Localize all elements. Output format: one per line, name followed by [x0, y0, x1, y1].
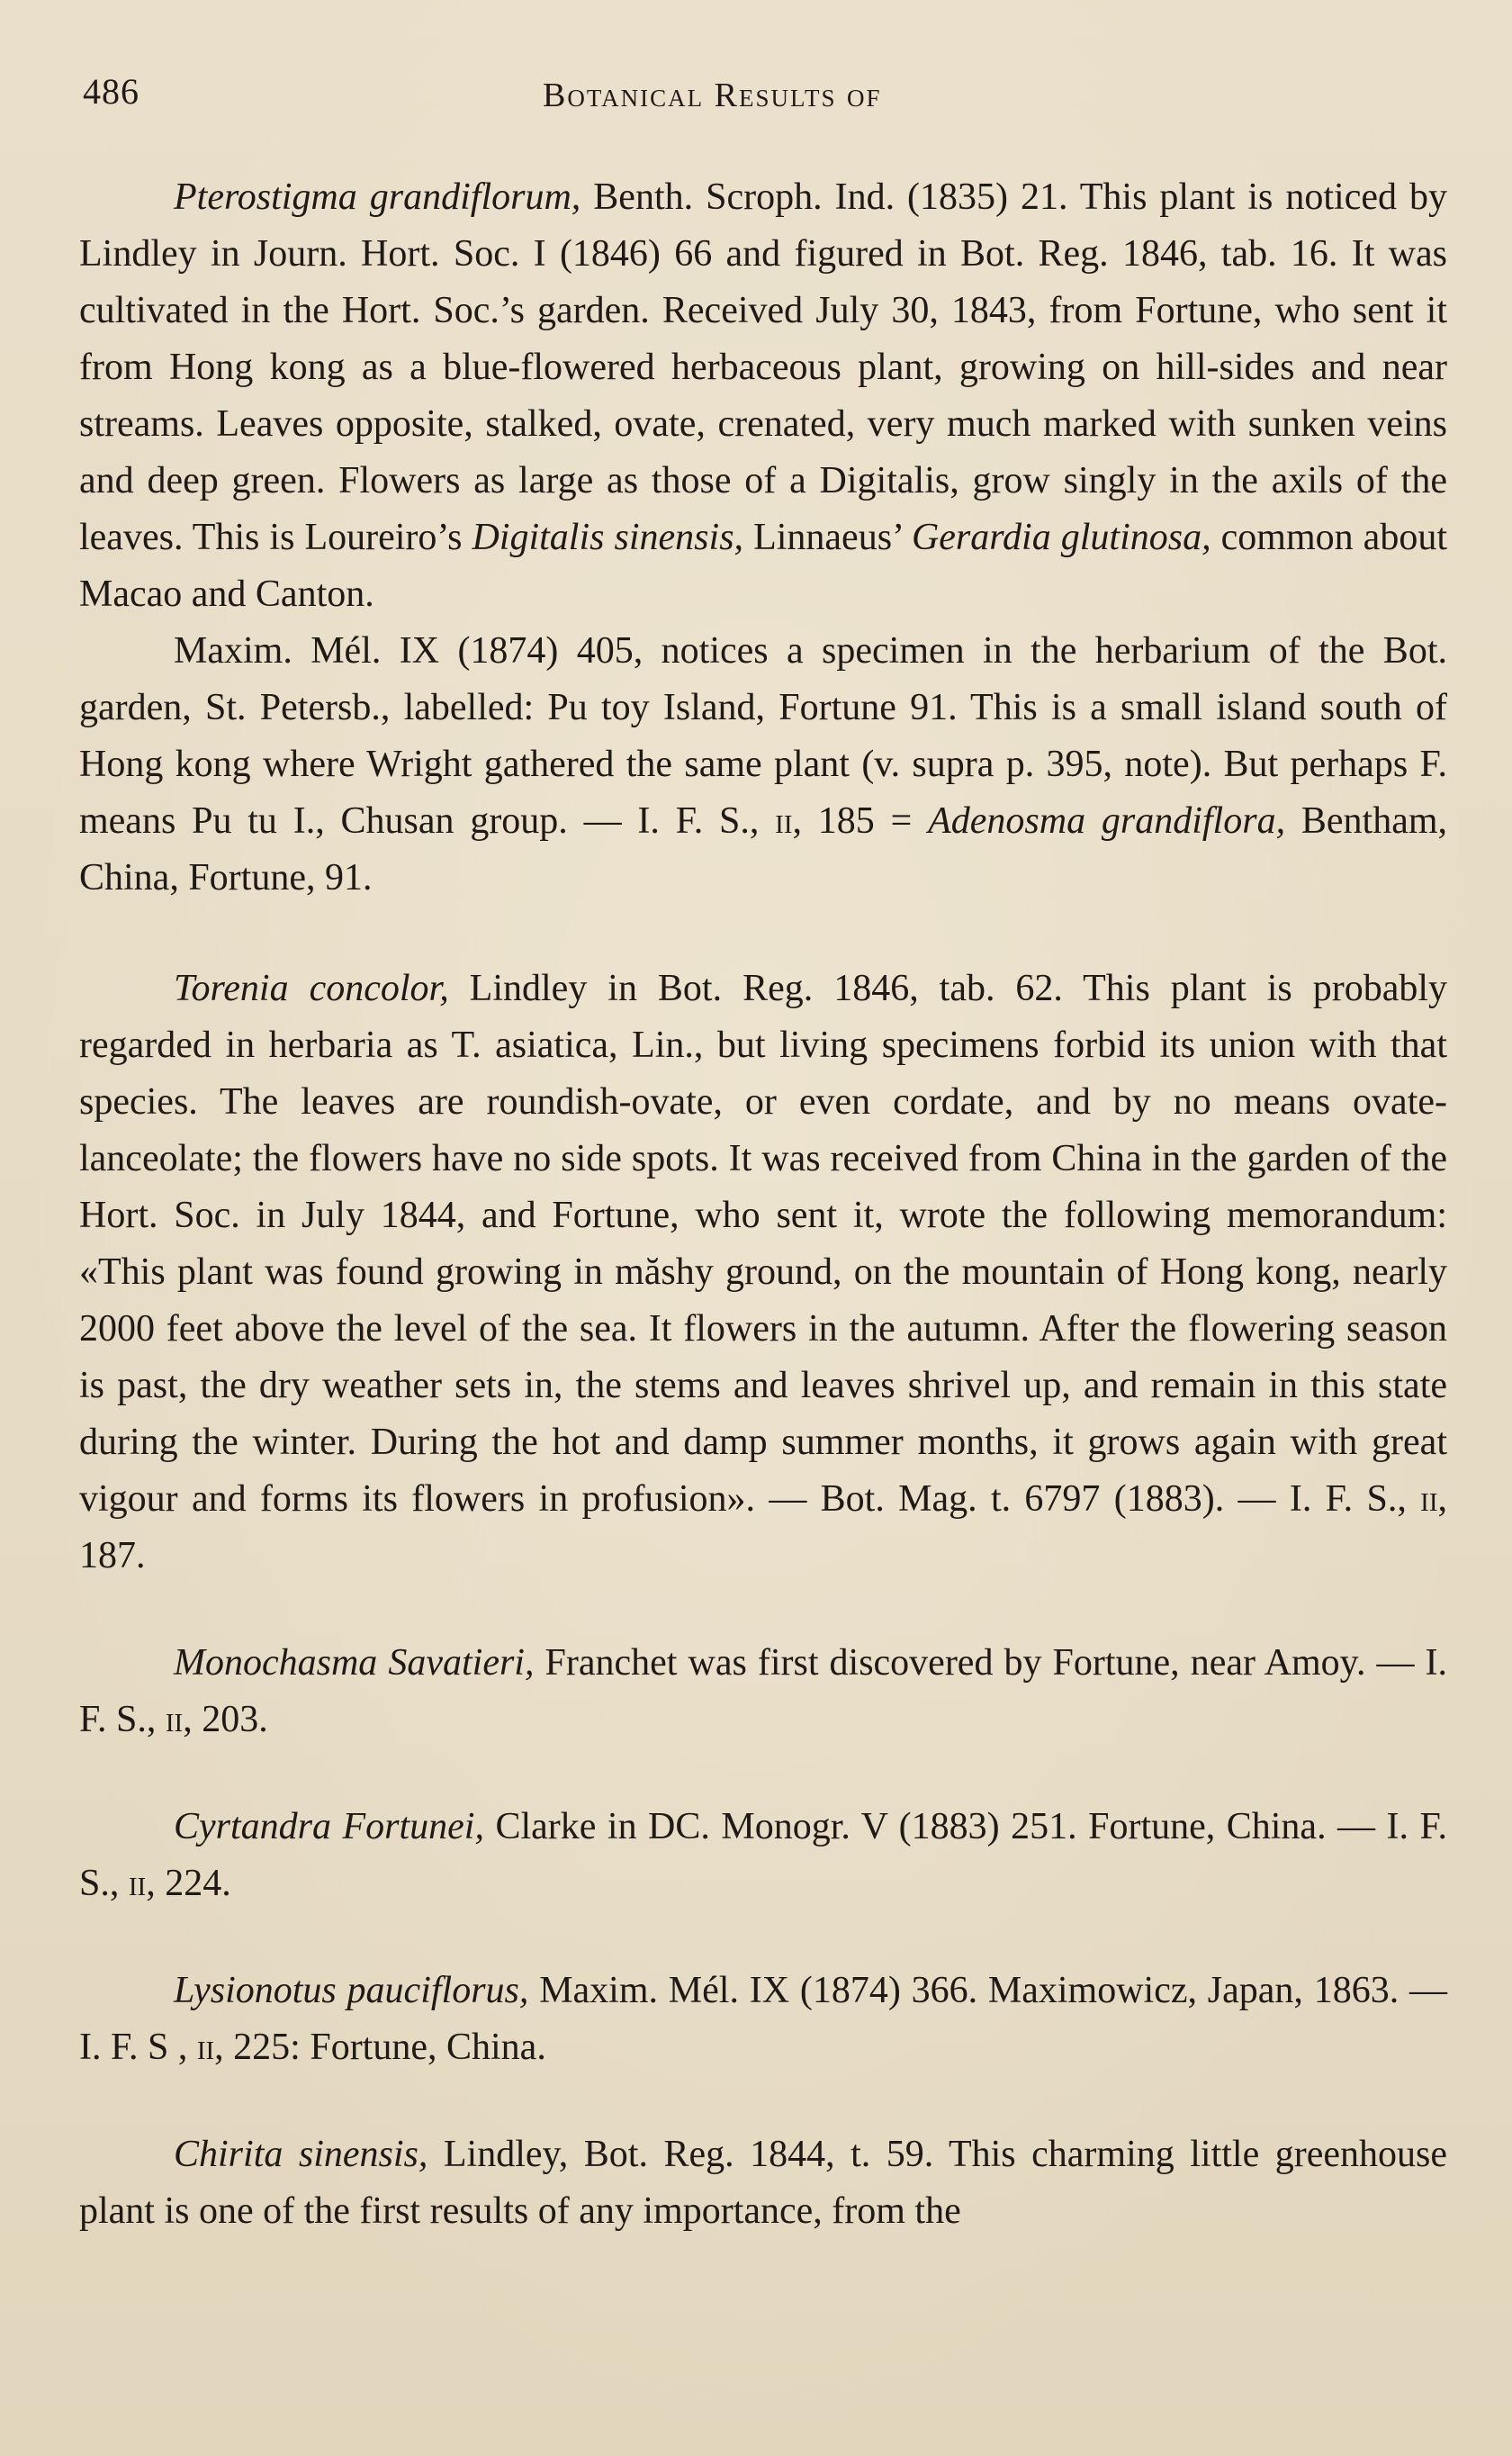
entry-paragraph: [79, 2126, 1447, 2240]
entry-paragraph: [79, 1799, 1447, 1912]
entry-text: Lindley, Bot. Reg. 1844, t. 59. This charming little greenhouse plant is one of the first results of any importance, from the: [79, 2134, 1447, 2232]
species-name: Pterostigma grandiflorum,: [174, 176, 581, 218]
running-title: Botanical Results of: [543, 77, 882, 114]
entry-text: common about Macao and Canton.: [79, 517, 1447, 615]
entry-paragraph: [79, 1635, 1447, 1748]
entry-text: Maxim. Mél. IX (1874) 366. Maximowicz, Japan, 1863. — I. F. S ,: [79, 1970, 1447, 2068]
entry-torenia: [79, 961, 1447, 1585]
volume-numeral: ii: [1420, 1478, 1438, 1520]
entry-text: , 224.: [146, 1863, 231, 1904]
entry-text: , 225: Fortune, China.: [214, 2027, 546, 2068]
entry-text: , 187.: [79, 1478, 1447, 1576]
entry-paragraph: [79, 961, 1447, 1585]
page-header: [79, 63, 1447, 117]
species-name: Torenia concolor,: [174, 968, 449, 1009]
species-name: Chirita sinensis,: [174, 2134, 428, 2175]
book-page: [79, 63, 1447, 2422]
entry-chirita: [79, 2126, 1447, 2240]
entry-text: Franchet was first discovered by Fortune, near Amoy. — I. F. S.,: [79, 1642, 1447, 1740]
entry-cyrtandra: [79, 1799, 1447, 1912]
entry-text: Lindley in Bot. Reg. 1846, tab. 62. This plant is probably regarded in herbaria as T. asiatica, Lin., but living specimens forbid its union with that species. The leaves are roundish-ovate, or even cordate, and by no means ovate-lanceolate; the flowers have no side spots. It was received from China in the garden of the Hort. Soc. in July 1844, and Fortune, who sent it, wrote the following memorandum: «This plant was found growing in măshy ground, on the mountain of Hong kong, nearly 2000 feet above the level of the sea. It flowers in the autumn. After the flowering season is past, the dry weather sets in, the stems and leaves shrivel up, and remain in this state during the winter. During the hot and damp summer months, it grows again with great vigour and forms its flowers in profusion». — Bot. Mag. t. 6797 (1883). — I. F. S.,: [79, 968, 1447, 1520]
species-name: Monochasma Savatieri,: [174, 1642, 535, 1684]
species-name: Lysionotus pauciflorus,: [174, 1970, 529, 2011]
entry-lysionotus: [79, 1963, 1447, 2076]
entry-paragraph: [79, 169, 1447, 623]
entry-text: , 203.: [183, 1699, 268, 1740]
entry-text: Maxim. Mél. IX (1874) 405, notices a specimen in the herbarium of the Bot. garden, St. Petersb., labelled: Pu toy Island, Fortune 91. This is a small island south of Hong kong where Wright gathered the same plant (v. supra p. 395, note). But perhaps F. means Pu tu I., Chusan group. — I. F. S.,: [79, 630, 1447, 842]
entry-monochasma: [79, 1635, 1447, 1748]
entry-text: Clarke in DC. Monogr. V (1883) 251. Fortune, China. — I. F. S.,: [79, 1806, 1447, 1904]
volume-numeral: ii: [775, 800, 793, 842]
entry-text: Benth. Scroph. Ind. (1835) 21. This plant is noticed by Lindley in Journ. Hort. Soc. I (1846) 66 and figured in Bot. Reg. 1846, tab. 16. It was cultivated in the Hort. Soc.’s garden. Received July 30, 1843, from Fortune, who sent it from Hong kong as a blue-flowered herbaceous plant, growing on hill-sides and near streams. Leaves opposite, stalked, ovate, crenated, very much marked with sunken veins and deep green. Flowers as large as those of a Digitalis, grow singly in the axils of the leaves. This is Loureiro’s: [79, 176, 1448, 558]
entry-text: , 185 =: [792, 800, 929, 842]
species-name: Cyrtandra Fortunei,: [174, 1806, 484, 1847]
entry-text: Bentham, China, Fortune, 91.: [79, 800, 1448, 898]
entry-text: Linnaeus’: [743, 517, 912, 558]
volume-numeral: ii: [196, 2027, 215, 2068]
volume-numeral: ii: [165, 1699, 184, 1740]
synonym-name: Adenosma grandiflora,: [928, 800, 1286, 842]
entry-paragraph: [79, 1963, 1447, 2076]
entry-pterostigma: [79, 169, 1447, 907]
synonym-name: Gerardia glutinosa,: [911, 517, 1211, 558]
synonym-name: Digitalis sinensis,: [472, 517, 744, 558]
page-number: 486: [83, 71, 140, 112]
volume-numeral: ii: [128, 1863, 147, 1904]
entry-paragraph: [79, 623, 1447, 907]
